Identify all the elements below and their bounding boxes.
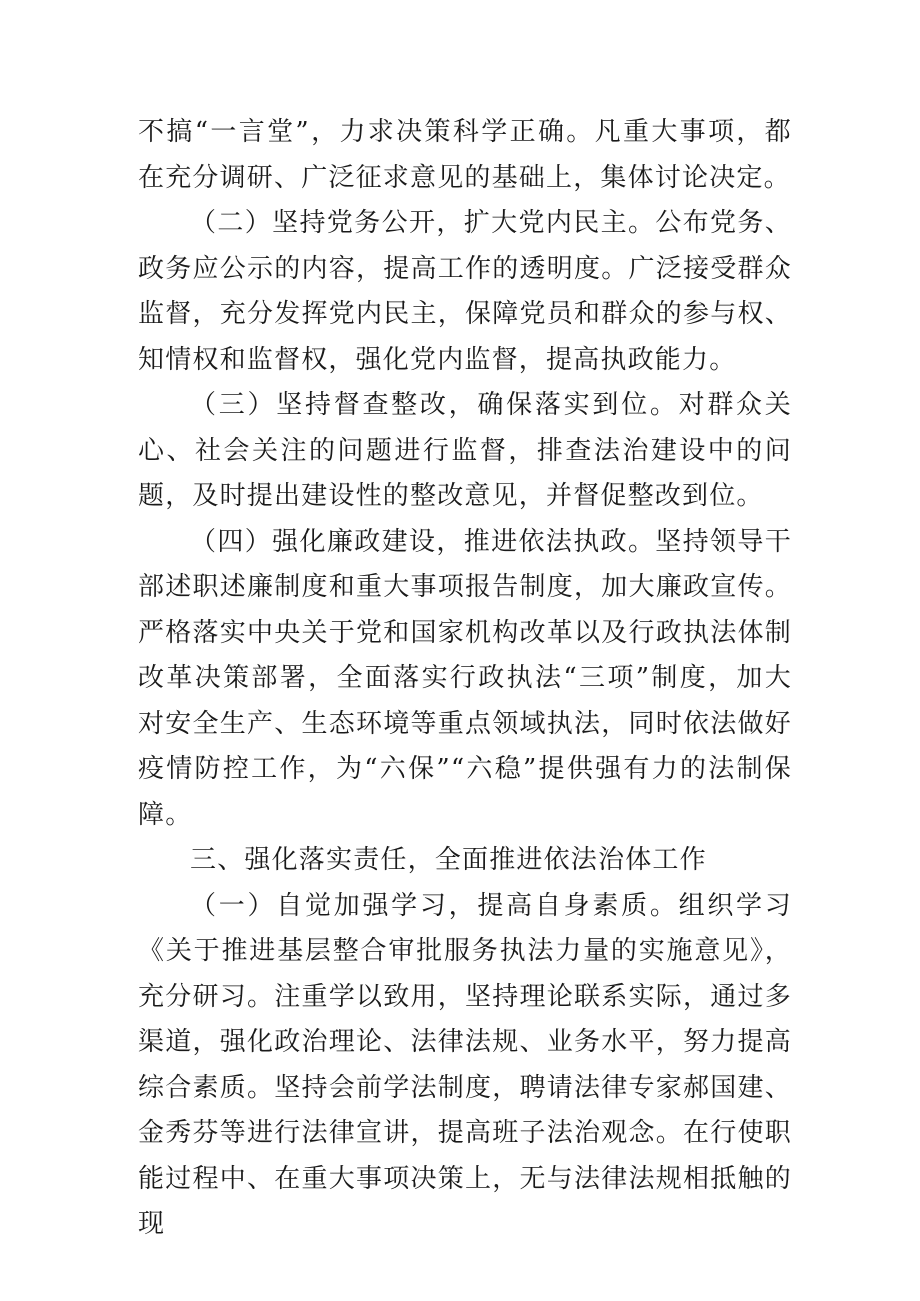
paragraph-supervision-rectification: （三）坚持督查整改，确保落实到位。对群众关心、社会关注的问题进行监督，排查法治建设中的问题，及时提出建设性的整改意见，并督促整改到位。 [138, 390, 792, 511]
document-body [138, 110, 792, 1248]
paragraph-continuation: 不搞“一言堂”，力求决策科学正确。凡重大事项，都在充分调研、广泛征求意见的基础上，集体讨论决定。 [138, 117, 792, 193]
section-heading-three: 三、强化落实责任，全面推进依法治体工作 [190, 845, 707, 875]
paragraph-party-affairs-openness: （二）坚持党务公开，扩大党内民主。公布党务、政务应公示的内容，提高工作的透明度。广泛接受群众监督，充分发挥党内民主，保障党员和群众的参与权、知情权和监督权，强化党内监督，提高执政能力。 [138, 208, 792, 375]
paragraph-integrity-building: （四）强化廉政建设，推进依法执政。坚持领导干部述职述廉制度和重大事项报告制度，加大廉政宣传。严格落实中央关于党和国家机构改革以及行政执法体制改革决策部署，全面落实行政执法“三项”制度，加大对安全生产、生态环境等重点领域执法，同时依法做好疫情防控工作，为“六保”“六稳”提供强有力的法制保障。 [138, 526, 792, 830]
paragraph-self-study: （一）自觉加强学习，提高自身素质。组织学习《关于推进基层整合审批服务执法力量的实施意见》，充分研习。注重学以致用，坚持理论联系实际，通过多渠道，强化政治理论、法律法规、业务水平，努力提高综合素质。坚持会前学法制度，聘请法律专家郝国建、金秀芬等进行法律宣讲，提高班子法治观念。在行使职能过程中、在重大事项决策上，无与法律法规相抵触的现 [138, 890, 792, 1239]
